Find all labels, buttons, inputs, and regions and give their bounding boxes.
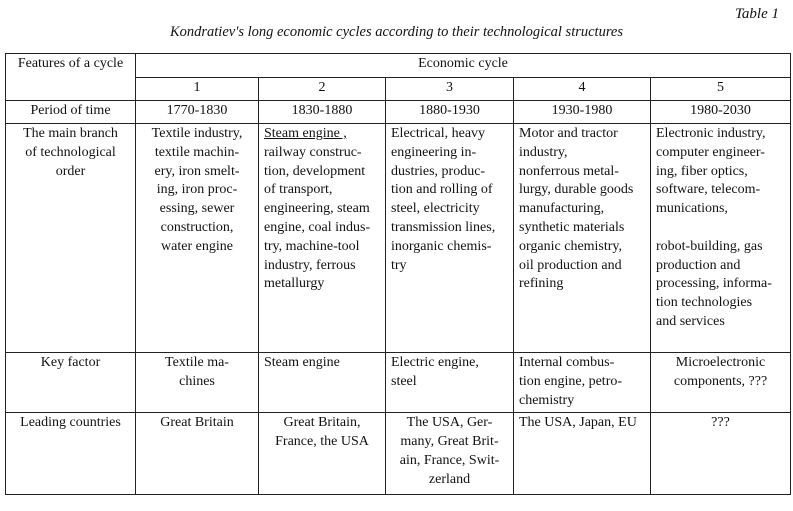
main-branch-cell-3 [386, 124, 514, 353]
main-branch-cell-5 [651, 124, 791, 353]
text-line: dustries, produc- [391, 163, 486, 179]
leading-countries-cell-2 [259, 413, 386, 495]
text-line: robot-building, gas [656, 238, 763, 254]
text-line: textile machin- [154, 144, 240, 160]
main-branch-cell-2 [259, 124, 386, 353]
main-branch-cell-1 [136, 124, 259, 353]
period-cell-3: 1880-1930 [386, 101, 514, 124]
table-caption: Kondratiev's long economic cycles according to their technological structures [169, 24, 624, 40]
text-line: Motor and tractor [519, 126, 618, 141]
text-line: oil production and [519, 257, 622, 273]
main-branch-label-line: The main branch [23, 126, 118, 141]
cycle-number-1: 1 [136, 78, 259, 101]
text-line: water engine [161, 238, 233, 254]
text-line: Electrical, heavy [391, 126, 486, 141]
text-line: ing, fiber optics, [656, 163, 748, 179]
text-line: tion and rolling of [391, 182, 493, 198]
main-branch-cell-4 [514, 124, 651, 353]
leading-countries-cell-1 [136, 413, 259, 495]
text-line-underlined: Steam engine , [264, 126, 347, 141]
text-line: ery, iron smelt- [154, 163, 240, 179]
text-line: construction, [160, 219, 234, 235]
table-number: Table 1 [734, 6, 779, 22]
header-row [6, 54, 791, 78]
main-branch-label-line: of technological [25, 144, 116, 160]
text-line: nonferrous metal- [519, 163, 619, 179]
text-line: Steam engine [264, 355, 340, 370]
period-label: Period of time [6, 101, 136, 124]
text-line: computer engineer- [656, 144, 765, 160]
text-line: ??? [711, 415, 730, 431]
text-line: many, Great Brit- [400, 434, 499, 450]
period-cell-5: 1980-2030 [651, 101, 791, 124]
text-line: Electric engine, [391, 355, 479, 370]
text-line: essing, sewer [159, 201, 235, 217]
text-line: try [391, 257, 407, 273]
kondratiev-cycles-table [5, 53, 791, 495]
cycle-number-2: 2 [259, 78, 386, 101]
text-line: France, the USA [275, 434, 369, 450]
cycle-number-3: 3 [386, 78, 514, 101]
main-branch-row [6, 124, 791, 353]
period-cell-2: 1830-1880 [259, 101, 386, 124]
header-features-cell: Features of a cycle [6, 54, 136, 101]
text-line: tion, development [264, 163, 366, 179]
key-factor-row [6, 353, 791, 413]
text-line: Great Britain, [283, 415, 361, 431]
key-factor-cell-4 [514, 353, 651, 413]
text-line: processing, informa- [656, 276, 772, 292]
key-factor-cell-1 [136, 353, 259, 413]
text-line: Great Britain [160, 415, 234, 431]
text-line: Microelectronic [675, 355, 766, 370]
text-line: Textile industry, [151, 126, 243, 141]
text-line: tion technologies [656, 295, 753, 311]
text-line: lurgy, durable goods [519, 182, 634, 198]
leading-countries-label: Leading countries [6, 413, 136, 495]
text-line: synthetic materials [519, 219, 625, 235]
text-line: industry, [519, 144, 568, 160]
key-factor-cell-3 [386, 353, 514, 413]
text-line: tion engine, petro- [519, 373, 623, 389]
text-line: railway construc- [264, 144, 362, 160]
text-line: organic chemistry, [519, 238, 623, 254]
text-line: Electronic industry, [656, 126, 766, 141]
leading-countries-cell-3 [386, 413, 514, 495]
key-factor-cell-2 [259, 353, 386, 413]
text-line: industry, ferrous [264, 257, 356, 273]
text-line: engine, coal indus- [264, 219, 371, 235]
text-line: chemistry [519, 392, 575, 408]
cycle-number-5: 5 [651, 78, 791, 101]
text-line: production and [656, 257, 741, 273]
header-economic-cycle-cell: Economic cycle [136, 54, 791, 78]
text-line: steel [391, 373, 417, 389]
text-line: refining [519, 276, 564, 292]
text-line: ain, France, Swit- [399, 452, 500, 468]
key-factor-cell-5 [651, 353, 791, 413]
text-line: inorganic chemis- [391, 238, 492, 254]
text-line: chines [179, 373, 215, 389]
main-branch-label [6, 124, 136, 353]
text-line: The USA, Ger- [406, 415, 493, 431]
text-line: ing, iron proc- [156, 182, 238, 198]
text-line: try, machine-tool [264, 238, 360, 254]
text-line: engineering in- [391, 144, 477, 160]
period-cell-1: 1770-1830 [136, 101, 259, 124]
text-line: engineering, steam [264, 201, 370, 217]
text-line: Textile ma- [165, 355, 229, 370]
leading-countries-cell-5 [651, 413, 791, 495]
cycle-number-4: 4 [514, 78, 651, 101]
text-line: munications, [656, 201, 728, 217]
text-line: zerland [428, 471, 471, 487]
main-branch-label-line: order [55, 163, 86, 179]
leading-countries-row [6, 413, 791, 495]
paragraph-gap [656, 219, 785, 238]
text-line: and services [656, 313, 725, 329]
key-factor-label: Key factor [6, 353, 136, 413]
period-row [6, 101, 791, 124]
text-line: components, ??? [673, 373, 768, 389]
period-cell-4: 1930-1980 [514, 101, 651, 124]
text-line: manufacturing, [519, 201, 605, 217]
text-line: The USA, Japan, EU [519, 415, 637, 431]
text-line: steel, electricity [391, 201, 480, 217]
text-line: Internal combus- [519, 355, 615, 370]
text-line: transmission lines, [391, 219, 496, 235]
leading-countries-cell-4 [514, 413, 651, 495]
text-line: of transport, [264, 182, 333, 198]
text-line: software, telecom- [656, 182, 761, 198]
text-line: metallurgy [264, 276, 325, 292]
